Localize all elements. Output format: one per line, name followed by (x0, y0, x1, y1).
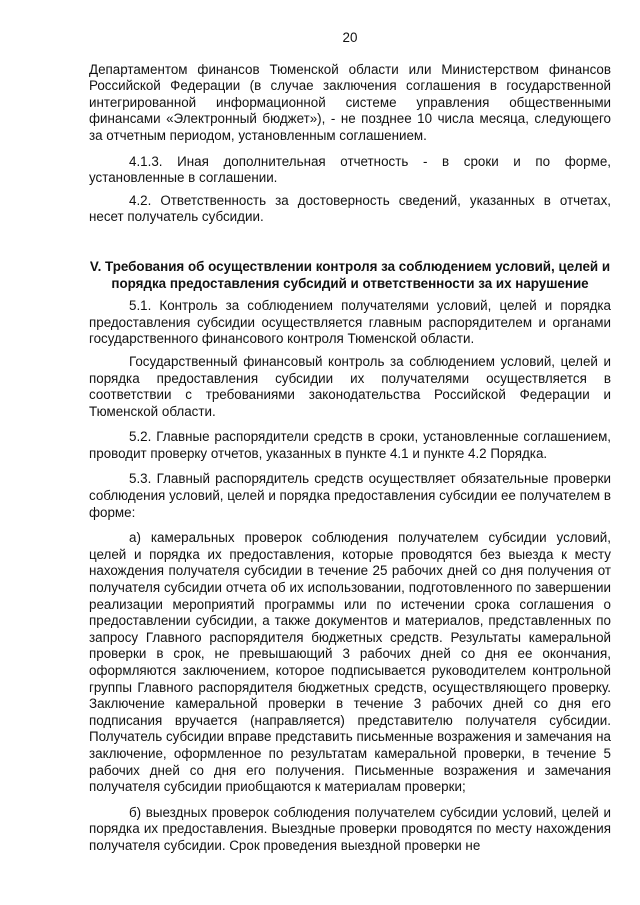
paragraph-5-2: 5.2. Главные распорядители средств в сроки, установленные соглашением, проводит проверку отчетов, указанных в пункте 4.1 и пункте 4.2 Порядка. (89, 429, 611, 461)
section-heading: V. Требования об осуществлении контроля за соблюдением условий, целей и порядка предоставления субсидий и ответственности за их нарушение (89, 258, 611, 291)
paragraph-camera-checks: а) камеральных проверок соблюдения получателем субсидии условий, целей и порядка их предоставления, которые проводятся без выезда к месту нахождения получателя субсидии в течение 25 рабочих дней со дня получения от получателя субсидии отчета об их использовании, подготовленного по завершении реализации мероприятий программы или по истечении срока соглашения о предоставлении субсидии, а также документов и материалов, представленных по запросу Главного распорядителя бюджетных средств. Результаты камеральной проверки в срок, не превышающий 3 рабочих дней со дня ее окончания, оформляются заключением, которое подписывается руководителем контрольной группы Главного распорядителя бюджетных средств, осуществляющего проверку. Заключение камеральной проверки в течение 3 рабочих дней со дня его подписания вручается (направляется) представителю получателя субсидии. Получатель субсидии вправе представить письменные возражения и замечания на заключение, оформленное по результатам камеральной проверки, в течение 5 рабочих дней со дня его получения. Письменные возражения и замечания получателя субсидии приобщаются к материалам проверки; (89, 530, 611, 795)
paragraph-4-1-3: 4.1.3. Иная дополнительная отчетность - в сроки и по форме, установленные в соглашении. (89, 153, 611, 186)
paragraph-reporting-deadline: Департаментом финансов Тюменской области или Министерством финансов Российской Федерации (в случае заключения соглашения в государственной интегрированной информационной системе управления общественными финансами «Электронный бюджет»), - не позднее 10 числа месяца, следующего за отчетным периодом, установленным соглашением. (89, 61, 611, 143)
paragraph-field-checks: б) выездных проверок соблюдения получателем субсидии условий, целей и порядка их предоставления. Выездные проверки проводятся по месту нахождения получателя субсидии. Срок проведения выездной проверки не (89, 804, 611, 853)
paragraph-5-1: 5.1. Контроль за соблюдением получателями условий, целей и порядка предоставления субсидии осуществляется главным распорядителем и органами государственного финансового контроля Тюменской области. (89, 298, 611, 347)
paragraph-4-2: 4.2. Ответственность за достоверность сведений, указанных в отчетах, несет получатель субсидии. (89, 192, 611, 225)
paragraph-5-3: 5.3. Главный распорядитель средств осуществляет обязательные проверки соблюдения условий, целей и порядка предоставления субсидии ее получателем в форме: (89, 471, 611, 520)
paragraph-state-control: Государственный финансовый контроль за соблюдением условий, целей и порядка предоставления субсидии их получателями осуществляется в соответствии с требованиями законодательства Российской Федерации и Тюменской области. (89, 353, 611, 419)
page-number: 20 (342, 30, 358, 45)
